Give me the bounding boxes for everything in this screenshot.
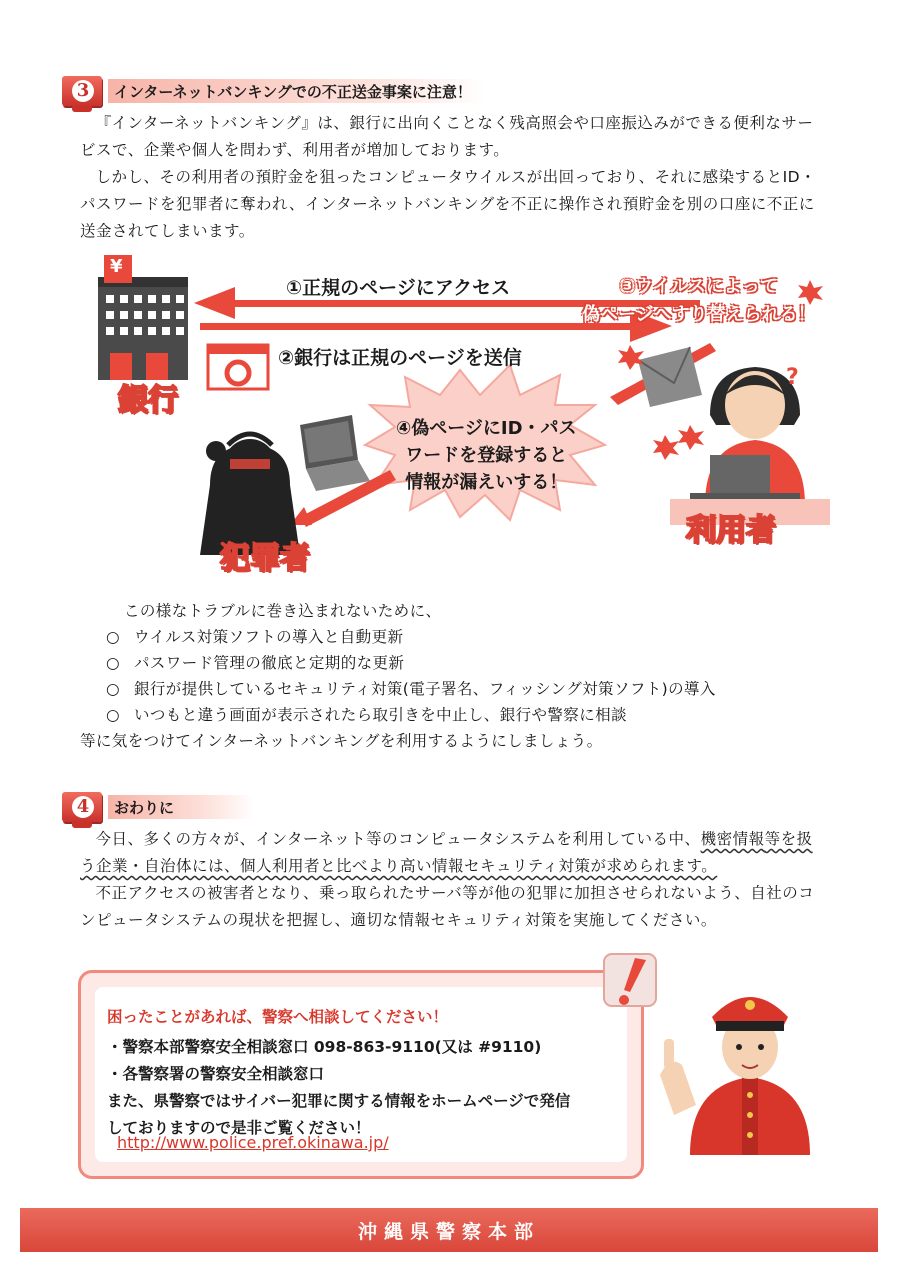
yen-icon: ¥ — [110, 256, 123, 277]
police-website-link[interactable]: http://www.police.pref.okinawa.jp/ — [117, 1133, 389, 1152]
step2-label: ②銀行は正規のページを送信 — [278, 347, 522, 369]
section4-p1-emphasis-a: 機密情報 — [700, 830, 765, 848]
step4-label — [396, 415, 577, 496]
footer-banner — [20, 1208, 878, 1252]
section4-paragraph1 — [80, 826, 820, 880]
section3-header — [62, 76, 486, 106]
bullet-icon: ○ — [106, 680, 120, 698]
step4-line3: 情報が漏えいする！ — [405, 472, 568, 493]
measures-intro: この様なトラブルに巻き込まれないために、 — [124, 602, 442, 620]
list-item — [106, 624, 866, 650]
footer-org-name: 沖縄県警察本部 — [357, 1220, 540, 1243]
consult-line1: ・警察本部警察安全相談窓口 098-863-9110(又は #9110) — [107, 1038, 542, 1056]
question-mark-icon: ? — [786, 365, 799, 390]
measures-closing: 等に気をつけてインターネットバンキングを利用するようにしましょう。 — [80, 732, 603, 750]
bullet-icon: ○ — [106, 706, 120, 724]
bullet-icon: ○ — [106, 628, 120, 646]
step3-label — [582, 273, 816, 329]
consultation-box — [78, 970, 644, 1179]
section4-header — [62, 792, 254, 822]
section4-paragraph2: 不正アクセスの被害者となり、乗っ取られたサーバ等が他の犯罪に加担させられないよう、自社のコンピュータシステムの現状を把握し、適切な情報セキュリティ対策を実施してください。 — [80, 884, 815, 929]
list-item-text: パスワード管理の徹底と定期的な更新 — [134, 654, 405, 672]
laptop-icon — [300, 415, 370, 491]
section4-title: おわりに — [108, 795, 254, 819]
step3-line1: ③ウイルスによって — [619, 276, 778, 297]
list-item-text: いつもと違う画面が表示されたら取引きを中止し、銀行や警察に相談 — [134, 706, 627, 724]
bank-label: 銀行 — [118, 383, 178, 418]
list-item — [106, 650, 866, 676]
monitor-icon — [62, 76, 102, 106]
section3-title: インターネットバンキングでの不正送金事案に注意！ — [108, 79, 486, 103]
consult-line3: また、県警察ではサイバー犯罪に関する情報をホームページで発信 — [107, 1092, 571, 1110]
list-item-text: ウイルス対策ソフトの導入と自動更新 — [134, 628, 404, 646]
consult-line4: しておりますので是非ご覧ください！ — [107, 1119, 371, 1137]
bullet-icon: ○ — [106, 654, 120, 672]
section3-paragraph1: 『インターネットバンキング』は、銀行に出向くことなく残高照会や口座振込みができる便利なサービスで、企業や個人を問わず、利用者が増加しております。 — [80, 114, 814, 159]
section4-number: 4 — [72, 796, 94, 818]
consult-line2: ・各警察署の警察安全相談窓口 — [107, 1065, 325, 1083]
step4-line1: ④偽ページにID・パス — [396, 418, 577, 439]
section3-paragraph2: しかし、その利用者の預貯金を狙ったコンピュータウイルスが出回っており、それに感染するとID・パスワードを犯罪者に奪われ、インターネットバンキングを不正に操作され預貯金を別の口座に不正に送金されてしまいます。 — [80, 168, 817, 240]
user-label: 利用者 — [686, 513, 776, 548]
list-item — [106, 702, 866, 728]
list-item-text: 銀行が提供しているセキュリティ対策(電子署名、フィッシング対策ソフト)の導入 — [134, 680, 716, 698]
step4-line2: ワードを登録すると — [405, 445, 568, 466]
police-officer-mascot-icon — [650, 965, 840, 1155]
monitor-icon — [62, 792, 102, 822]
section3-body — [80, 110, 820, 245]
section4-body — [80, 826, 820, 934]
section4-p1-emphasis-b: 等を扱う企業・自治体には、個人利用者と比べより高い情報セキュリティ対策が求められます。 — [80, 830, 813, 875]
section4-p1-prefix: 今日、多くの方々が、インターネット等のコンピュータシステムを利用している中、 — [95, 830, 701, 848]
section3-number: 3 — [72, 80, 94, 102]
webpage-icon — [208, 345, 268, 389]
consult-title: 困ったことがあれば、警察へ相談してください！ — [107, 1008, 449, 1026]
phishing-diagram — [90, 255, 830, 585]
criminal-label: 犯罪者 — [220, 541, 310, 576]
measures-list — [80, 598, 866, 754]
list-item — [106, 676, 866, 702]
step3-line2: 偽ページへすり替えられる！ — [582, 304, 816, 325]
step1-label: ①正規のページにアクセス — [286, 277, 511, 299]
